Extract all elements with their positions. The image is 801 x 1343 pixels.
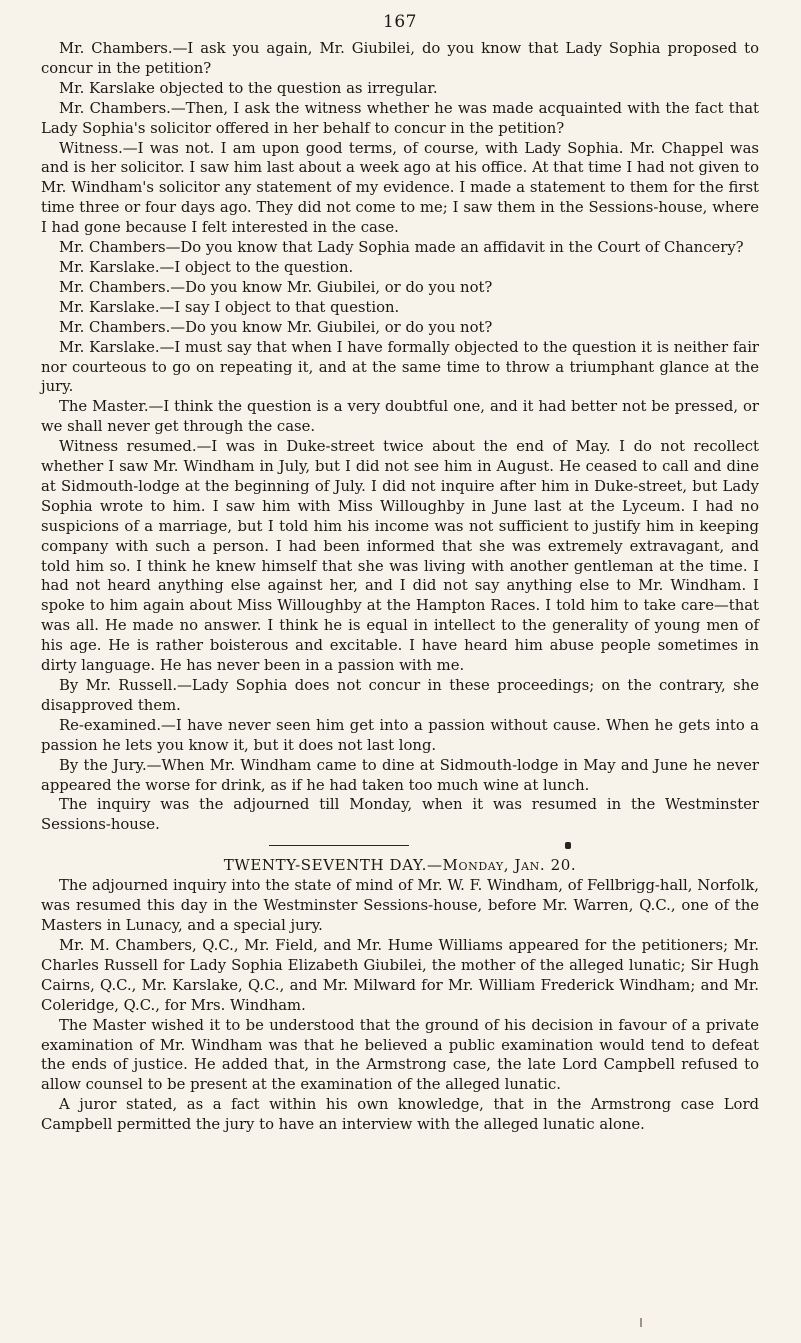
paragraph: The Master.—I think the question is a very doubtful one, and it had better not be pressed, or we shall never get through the case.: [41, 398, 759, 436]
divider-mark: [565, 842, 571, 849]
paragraph: Mr. Karslake.—I say I object to that question.: [59, 298, 400, 316]
paragraph: Mr. Chambers.—Then, I ask the witness whether he was made acquainted with the fact that Lady Sophia's solicitor offered in her behalf to concur in the petition?: [41, 99, 759, 137]
paragraph: Mr. Chambers.—Do you know Mr. Giubilei, or do you not?: [59, 278, 493, 296]
paragraph: Mr. Chambers.—Do you know Mr. Giubilei, or do you not?: [59, 318, 493, 336]
divider-line: [269, 845, 409, 846]
paragraph: Mr. M. Chambers, Q.C., Mr. Field, and Mr. Hume Williams appeared for the petitioners; Mr. Charles Russell for Lady Sophia Elizabeth Giubilei, the mother of the alleged lunatic; Sir Hugh Cairns, Q.C., Mr. Karslake, Q.C., and Mr. Milward for Mr. William Frederick Windham; and Mr. Coleridge, Q.C., for Mrs. Windham.: [41, 936, 759, 1014]
paragraph: Witness resumed.—I was in Duke-street twice about the end of May. I do not recollect whether I saw Mr. Windham in July, but I did not see him in August. He ceased to call and dine at Sidmouth-lodge at the beginning of July. I did not inquire after him in Duke-street, but Lady Sophia wrote to him. I saw him with Miss Willoughby in June last at the Lyceum. I had no suspicions of a marriage, but I told him his income was not sufficient to justify him in keeping company with such a person. I had been informed that she was extremely extravagant, and told him so. I think he knew himself that she was living with another gentleman at the time. I had not heard anything else against her, and I did not say anything else to Mr. Windham. I spoke to him again about Miss Willoughby at the Hampton Races. I told him to take care—that was all. He made no answer. I think he is equal in intellect to the generality of young men of his age. He is rather boisterous and excitable. I have heard him abuse people sometimes in dirty language. He has never been in a passion with me.: [41, 438, 759, 675]
body-text-after: [41, 876, 759, 1135]
page-number: 167: [383, 12, 417, 32]
paragraph: A juror stated, as a fact within his own knowledge, that in the Armstrong case Lord Campbell permitted the jury to have an interview with the alleged lunatic alone.: [41, 1096, 759, 1134]
paragraph: The inquiry was the adjourned till Monday, when it was resumed in the Westminster Sessions-house.: [41, 796, 759, 834]
paragraph: Re-examined.—I have never seen him get into a passion without cause. When he gets into a passion he lets you know it, but it does not last long.: [41, 716, 759, 754]
scan-mark: [640, 1318, 642, 1327]
paragraph: Witness.—I was not. I am upon good terms, of course, with Lady Sophia. Mr. Chappel was and is her solicitor. I saw him last about a week ago at his office. At that time I had not given to Mr. Windham's solicitor any statement of my evidence. I made a statement to them for the first time three or four days ago. They did not come to me; I saw them in the Sessions-house, where I had gone because I felt interested in the case.: [41, 139, 759, 237]
paragraph: Mr. Karslake.—I must say that when I have formally objected to the question it is neither fair nor courteous to go on repeating it, and at the same time to throw a triumphant glance at the jury.: [41, 338, 759, 396]
section-heading-day: TWENTY-SEVENTH DAY.: [223, 856, 427, 875]
body-text-before: [41, 39, 759, 835]
paragraph: Mr. Chambers.—I ask you again, Mr. Giubilei, do you know that Lady Sophia proposed to concur in the petition?: [41, 40, 759, 77]
section-divider: [41, 839, 759, 853]
section-heading-date: —Monday, Jan. 20.: [426, 856, 577, 875]
paragraph: Mr. Karslake objected to the question as irregular.: [59, 79, 438, 97]
paragraph: The adjourned inquiry into the state of mind of Mr. W. F. Windham, of Fellbrigg-hall, Norfolk, was resumed this day in the Westminster Sessions-house, before Mr. Warren, Q.C., one of the Masters in Lunacy, and a special jury.: [41, 877, 759, 935]
paragraph: The Master wished it to be understood that the ground of his decision in favour of a private examination of Mr. Windham was that he believed a public examination would tend to defeat the ends of justice. He added that, in the Armstrong case, the late Lord Campbell refused to allow counsel to be present at the examination of the alleged lunatic.: [41, 1016, 759, 1094]
paragraph: By the Jury.—When Mr. Windham came to dine at Sidmouth-lodge in May and June he never appeared the worse for drink, as if he had taken too much wine at lunch.: [41, 756, 759, 794]
section-heading: [41, 855, 759, 875]
paragraph: By Mr. Russell.—Lady Sophia does not concur in these proceedings; on the contrary, she disapproved them.: [41, 677, 759, 714]
paragraph: Mr. Chambers—Do you know that Lady Sophia made an affidavit in the Court of Chancery?: [59, 239, 744, 257]
paragraph: Mr. Karslake.—I object to the question.: [59, 258, 354, 276]
